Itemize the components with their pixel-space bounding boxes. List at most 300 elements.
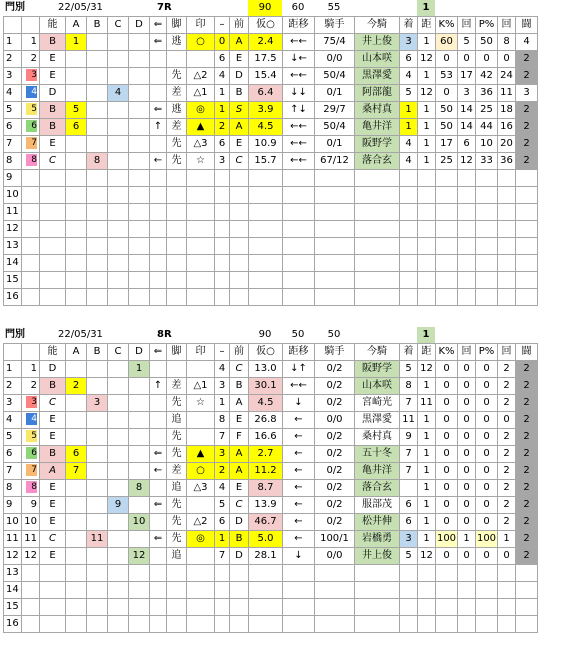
cell-mark: ▲: [187, 446, 215, 463]
cell-t: 2: [516, 361, 538, 378]
cell-c: [108, 102, 129, 119]
cell-gate: [22, 238, 40, 255]
cell-k2: 12: [458, 153, 476, 170]
cell-a: [66, 272, 87, 289]
cell-ima: [355, 289, 400, 306]
cell-dk: 1: [418, 429, 436, 446]
cell-mark: [187, 361, 215, 378]
cell-k2: 1: [458, 531, 476, 548]
cell-rank: [215, 289, 230, 306]
cell-b: [87, 204, 108, 221]
cell-mae: B: [230, 531, 249, 548]
value-3: 55: [327, 2, 341, 13]
cell-ab: E: [40, 548, 66, 565]
value-2: 60: [291, 2, 305, 13]
cell-chaku: [400, 272, 418, 289]
cell-kyori: [283, 238, 315, 255]
cell-ima: [355, 221, 400, 238]
cell-k: 17: [436, 136, 458, 153]
cell-ima: [355, 170, 400, 187]
cell-kyaku: [167, 255, 187, 272]
cell-kyori: ←←: [283, 119, 315, 136]
cell-k: [436, 255, 458, 272]
cell-gate: [22, 170, 40, 187]
cell-mae: A: [230, 446, 249, 463]
gate-number: 6: [26, 120, 37, 132]
cell-kishu: [315, 599, 355, 616]
cell-b: 11: [87, 531, 108, 548]
cell-kari: 46.7: [249, 514, 283, 531]
cell-arr: ←: [150, 463, 167, 480]
cell-mae: [230, 272, 249, 289]
cell-rank: 5: [215, 497, 230, 514]
value-90: 90: [248, 0, 282, 16]
cell-p2: 2: [498, 361, 516, 378]
cell-no: 12: [4, 548, 22, 565]
column-header: 距移: [283, 344, 315, 361]
cell-b: [87, 582, 108, 599]
cell-no: 13: [4, 565, 22, 582]
cell-ima: 阪野学: [355, 361, 400, 378]
cell-p2: 2: [498, 429, 516, 446]
cell-mark: [187, 255, 215, 272]
cell-t: [516, 238, 538, 255]
gate-number: 6: [26, 447, 37, 459]
cell-p: 0: [476, 361, 498, 378]
cell-mark: [187, 582, 215, 599]
cell-kari: [249, 616, 283, 633]
cell-p2: [498, 289, 516, 306]
gate-number: 7: [26, 464, 37, 476]
track-label: 門別: [5, 329, 25, 340]
cell-kishu: 50/4: [315, 119, 355, 136]
race-number: 7R: [157, 2, 172, 13]
cell-p: [476, 565, 498, 582]
cell-d: [129, 187, 150, 204]
cell-gate: [22, 599, 40, 616]
cell-gate: 2: [22, 51, 40, 68]
cell-k2: 0: [458, 429, 476, 446]
cell-chaku: [400, 480, 418, 497]
cell-no: 4: [4, 412, 22, 429]
cell-arr: [150, 599, 167, 616]
cell-ab: C: [40, 153, 66, 170]
cell-kishu: [315, 170, 355, 187]
cell-kishu: [315, 238, 355, 255]
cell-p: 0: [476, 429, 498, 446]
cell-mae: [230, 616, 249, 633]
cell-kyori: [283, 221, 315, 238]
table-row: [4, 119, 538, 136]
cell-arr: [150, 548, 167, 565]
cell-k2: 14: [458, 102, 476, 119]
cell-a: [66, 361, 87, 378]
table-row: [4, 85, 538, 102]
cell-dk: [418, 582, 436, 599]
cell-rank: [215, 221, 230, 238]
cell-kyori: ←: [283, 463, 315, 480]
cell-no: 1: [4, 361, 22, 378]
cell-k2: 0: [458, 497, 476, 514]
cell-p2: 2: [498, 463, 516, 480]
cell-t: 2: [516, 51, 538, 68]
column-header: –: [215, 344, 230, 361]
gate-number: 7: [26, 137, 37, 149]
cell-a: 5: [66, 102, 87, 119]
cell-kishu: 29/7: [315, 102, 355, 119]
cell-kyori: ←: [283, 514, 315, 531]
cell-ab: E: [40, 136, 66, 153]
cell-p2: 20: [498, 136, 516, 153]
cell-c: [108, 548, 129, 565]
cell-kyaku: [167, 289, 187, 306]
cell-p2: 8: [498, 34, 516, 51]
cell-k2: 0: [458, 446, 476, 463]
cell-p2: 16: [498, 119, 516, 136]
column-header: C: [108, 17, 129, 34]
table-row: [4, 153, 538, 170]
cell-t: [516, 272, 538, 289]
cell-t: 2: [516, 429, 538, 446]
cell-d: [129, 463, 150, 480]
cell-kari: [249, 238, 283, 255]
cell-kari: [249, 170, 283, 187]
column-header: A: [66, 17, 87, 34]
cell-t: 2: [516, 497, 538, 514]
cell-ima: 井上俊: [355, 548, 400, 565]
cell-a: [66, 599, 87, 616]
cell-d: [129, 68, 150, 85]
cell-kishu: 100/1: [315, 531, 355, 548]
cell-ab: B: [40, 378, 66, 395]
cell-gate: [22, 463, 40, 480]
cell-ab: D: [40, 85, 66, 102]
cell-chaku: 1: [400, 119, 418, 136]
cell-k2: 0: [458, 378, 476, 395]
cell-mae: [230, 582, 249, 599]
cell-mae: [230, 238, 249, 255]
cell-c: [108, 34, 129, 51]
cell-kari: [249, 204, 283, 221]
cell-mae: E: [230, 412, 249, 429]
cell-kari: [249, 582, 283, 599]
cell-kyaku: 差: [167, 463, 187, 480]
cell-kari: [249, 599, 283, 616]
table-row: [4, 378, 538, 395]
cell-kishu: 0/0: [315, 548, 355, 565]
cell-d: [129, 204, 150, 221]
cell-d: [129, 582, 150, 599]
cell-t: [516, 170, 538, 187]
cell-mae: [230, 187, 249, 204]
cell-dk: 1: [418, 153, 436, 170]
cell-p2: [498, 616, 516, 633]
column-header: 前: [230, 17, 249, 34]
cell-no: 16: [4, 616, 22, 633]
cell-gate: [22, 395, 40, 412]
cell-rank: 4: [215, 480, 230, 497]
cell-mark: [187, 412, 215, 429]
table-row: [4, 289, 538, 306]
cell-rank: [215, 582, 230, 599]
cell-no: 3: [4, 395, 22, 412]
cell-mae: [230, 204, 249, 221]
race-table: [3, 343, 538, 633]
cell-b: [87, 378, 108, 395]
cell-k2: [458, 170, 476, 187]
cell-k2: 0: [458, 514, 476, 531]
column-header: [4, 344, 22, 361]
cell-a: [66, 497, 87, 514]
cell-mae: C: [230, 361, 249, 378]
cell-kyaku: 先: [167, 497, 187, 514]
cell-p: [476, 187, 498, 204]
cell-gate: [22, 412, 40, 429]
cell-gate: 9: [22, 497, 40, 514]
cell-gate: [22, 446, 40, 463]
cell-kyori: [283, 565, 315, 582]
column-header: 着: [400, 344, 418, 361]
cell-ab: E: [40, 480, 66, 497]
cell-kyori: ←: [283, 497, 315, 514]
cell-ab: [40, 221, 66, 238]
gate-number: 8: [26, 481, 37, 493]
cell-rank: 6: [215, 51, 230, 68]
cell-mark: ◎: [187, 102, 215, 119]
cell-rank: 4: [215, 68, 230, 85]
cell-gate: 1: [22, 361, 40, 378]
cell-d: 12: [129, 548, 150, 565]
cell-no: 6: [4, 446, 22, 463]
cell-ima: [355, 582, 400, 599]
cell-b: [87, 361, 108, 378]
column-header: D: [129, 17, 150, 34]
cell-gate: [22, 68, 40, 85]
cell-ab: E: [40, 68, 66, 85]
cell-dk: [418, 289, 436, 306]
cell-no: 9: [4, 497, 22, 514]
cell-d: [129, 136, 150, 153]
cell-rank: 7: [215, 548, 230, 565]
cell-no: 10: [4, 187, 22, 204]
cell-ab: D: [40, 361, 66, 378]
table-row: [4, 34, 538, 51]
cell-a: [66, 187, 87, 204]
cell-k: 60: [436, 34, 458, 51]
cell-kyori: ↑↓: [283, 102, 315, 119]
cell-c: [108, 255, 129, 272]
cell-gate: [22, 272, 40, 289]
column-header: 仮○: [249, 344, 283, 361]
cell-ima: 落合玄: [355, 153, 400, 170]
cell-p: [476, 170, 498, 187]
cell-p2: 24: [498, 68, 516, 85]
value-90: 90: [258, 329, 272, 340]
cell-kyaku: 差: [167, 85, 187, 102]
cell-kishu: [315, 255, 355, 272]
cell-k: 0: [436, 463, 458, 480]
cell-p: 50: [476, 34, 498, 51]
cell-d: [129, 85, 150, 102]
cell-p2: 2: [498, 514, 516, 531]
cell-p: 33: [476, 153, 498, 170]
cell-kishu: [315, 582, 355, 599]
cell-c: [108, 119, 129, 136]
cell-gate: 2: [22, 378, 40, 395]
cell-kyori: ←←: [283, 136, 315, 153]
cell-kari: 2.7: [249, 446, 283, 463]
cell-kari: 11.2: [249, 463, 283, 480]
gate-number: 8: [26, 154, 37, 166]
cell-kishu: 0/1: [315, 85, 355, 102]
cell-d: [129, 429, 150, 446]
cell-kari: [249, 255, 283, 272]
cell-t: 2: [516, 548, 538, 565]
cell-t: [516, 221, 538, 238]
cell-k2: 17: [458, 68, 476, 85]
cell-ima: 亀井洋: [355, 463, 400, 480]
cell-kyori: ←: [283, 480, 315, 497]
cell-kyaku: 先: [167, 429, 187, 446]
table-row: [4, 361, 538, 378]
cell-t: 2: [516, 378, 538, 395]
cell-gate: [22, 429, 40, 446]
cell-gate: [22, 85, 40, 102]
cell-kari: 13.9: [249, 497, 283, 514]
cell-p2: 18: [498, 102, 516, 119]
cell-t: 2: [516, 395, 538, 412]
cell-b: [87, 429, 108, 446]
cell-k: [436, 204, 458, 221]
cell-k2: [458, 255, 476, 272]
cell-kari: 17.5: [249, 51, 283, 68]
cell-ab: [40, 565, 66, 582]
cell-chaku: 5: [400, 85, 418, 102]
cell-kyori: [283, 616, 315, 633]
cell-kishu: 67/12: [315, 153, 355, 170]
cell-k: 0: [436, 446, 458, 463]
cell-arr: ⇐: [150, 34, 167, 51]
cell-ab: [40, 616, 66, 633]
cell-kishu: 0/2: [315, 446, 355, 463]
cell-k2: 0: [458, 463, 476, 480]
cell-kyaku: [167, 361, 187, 378]
cell-kyori: ←←: [283, 378, 315, 395]
cell-chaku: [400, 204, 418, 221]
cell-kyaku: 先: [167, 136, 187, 153]
cell-kyaku: 差: [167, 119, 187, 136]
cell-gate: 10: [22, 514, 40, 531]
cell-kyaku: [167, 616, 187, 633]
cell-mark: [187, 221, 215, 238]
cell-gate: [22, 565, 40, 582]
cell-ab: C: [40, 395, 66, 412]
cell-b: [87, 446, 108, 463]
cell-gate: [22, 153, 40, 170]
cell-mark: ☆: [187, 153, 215, 170]
cell-c: [108, 221, 129, 238]
cell-rank: [215, 187, 230, 204]
cell-chaku: 4: [400, 68, 418, 85]
cell-k: 0: [436, 361, 458, 378]
cell-d: [129, 34, 150, 51]
cell-kishu: [315, 565, 355, 582]
cell-t: 2: [516, 412, 538, 429]
cell-rank: 2: [215, 463, 230, 480]
table-row: [4, 187, 538, 204]
cell-no: 14: [4, 582, 22, 599]
cell-t: 2: [516, 463, 538, 480]
cell-mark: △1: [187, 85, 215, 102]
cell-no: 13: [4, 238, 22, 255]
cell-gate: [22, 255, 40, 272]
cell-dk: [418, 187, 436, 204]
cell-no: 10: [4, 514, 22, 531]
cell-kari: 4.5: [249, 395, 283, 412]
cell-dk: [418, 255, 436, 272]
cell-p: 0: [476, 480, 498, 497]
cell-arr: [150, 136, 167, 153]
cell-d: [129, 616, 150, 633]
cell-kyori: ↓↓: [283, 85, 315, 102]
cell-mark: ☆: [187, 395, 215, 412]
cell-ima: [355, 272, 400, 289]
cell-b: [87, 272, 108, 289]
cell-p: 42: [476, 68, 498, 85]
cell-p2: 0: [498, 548, 516, 565]
cell-k2: [458, 599, 476, 616]
column-header: P%: [476, 17, 498, 34]
cell-mark: [187, 616, 215, 633]
cell-rank: 1: [215, 102, 230, 119]
cell-kishu: 75/4: [315, 34, 355, 51]
table-row: [4, 497, 538, 514]
cell-a: 6: [66, 119, 87, 136]
cell-p: [476, 599, 498, 616]
cell-d: [129, 51, 150, 68]
cell-c: [108, 599, 129, 616]
cell-k2: 14: [458, 119, 476, 136]
cell-chaku: 5: [400, 548, 418, 565]
cell-k: [436, 221, 458, 238]
cell-c: [108, 412, 129, 429]
cell-mark: △3: [187, 136, 215, 153]
cell-t: 4: [516, 34, 538, 51]
cell-p: 0: [476, 51, 498, 68]
cell-arr: [150, 204, 167, 221]
cell-k2: 6: [458, 136, 476, 153]
cell-arr: [150, 187, 167, 204]
cell-k: 0: [436, 497, 458, 514]
value-2: 50: [291, 329, 305, 340]
cell-kari: 2.4: [249, 34, 283, 51]
cell-k2: [458, 187, 476, 204]
column-header: 闘: [516, 17, 538, 34]
cell-ab: E: [40, 51, 66, 68]
cell-kyori: [283, 170, 315, 187]
cell-kyaku: [167, 582, 187, 599]
cell-kari: 26.8: [249, 412, 283, 429]
cell-kishu: 0/2: [315, 429, 355, 446]
cell-kari: [249, 565, 283, 582]
cell-ab: [40, 204, 66, 221]
column-header: 距: [418, 17, 436, 34]
cell-p2: [498, 582, 516, 599]
cell-b: [87, 565, 108, 582]
gate-number: 3: [26, 396, 37, 408]
cell-p2: [498, 599, 516, 616]
cell-c: [108, 153, 129, 170]
